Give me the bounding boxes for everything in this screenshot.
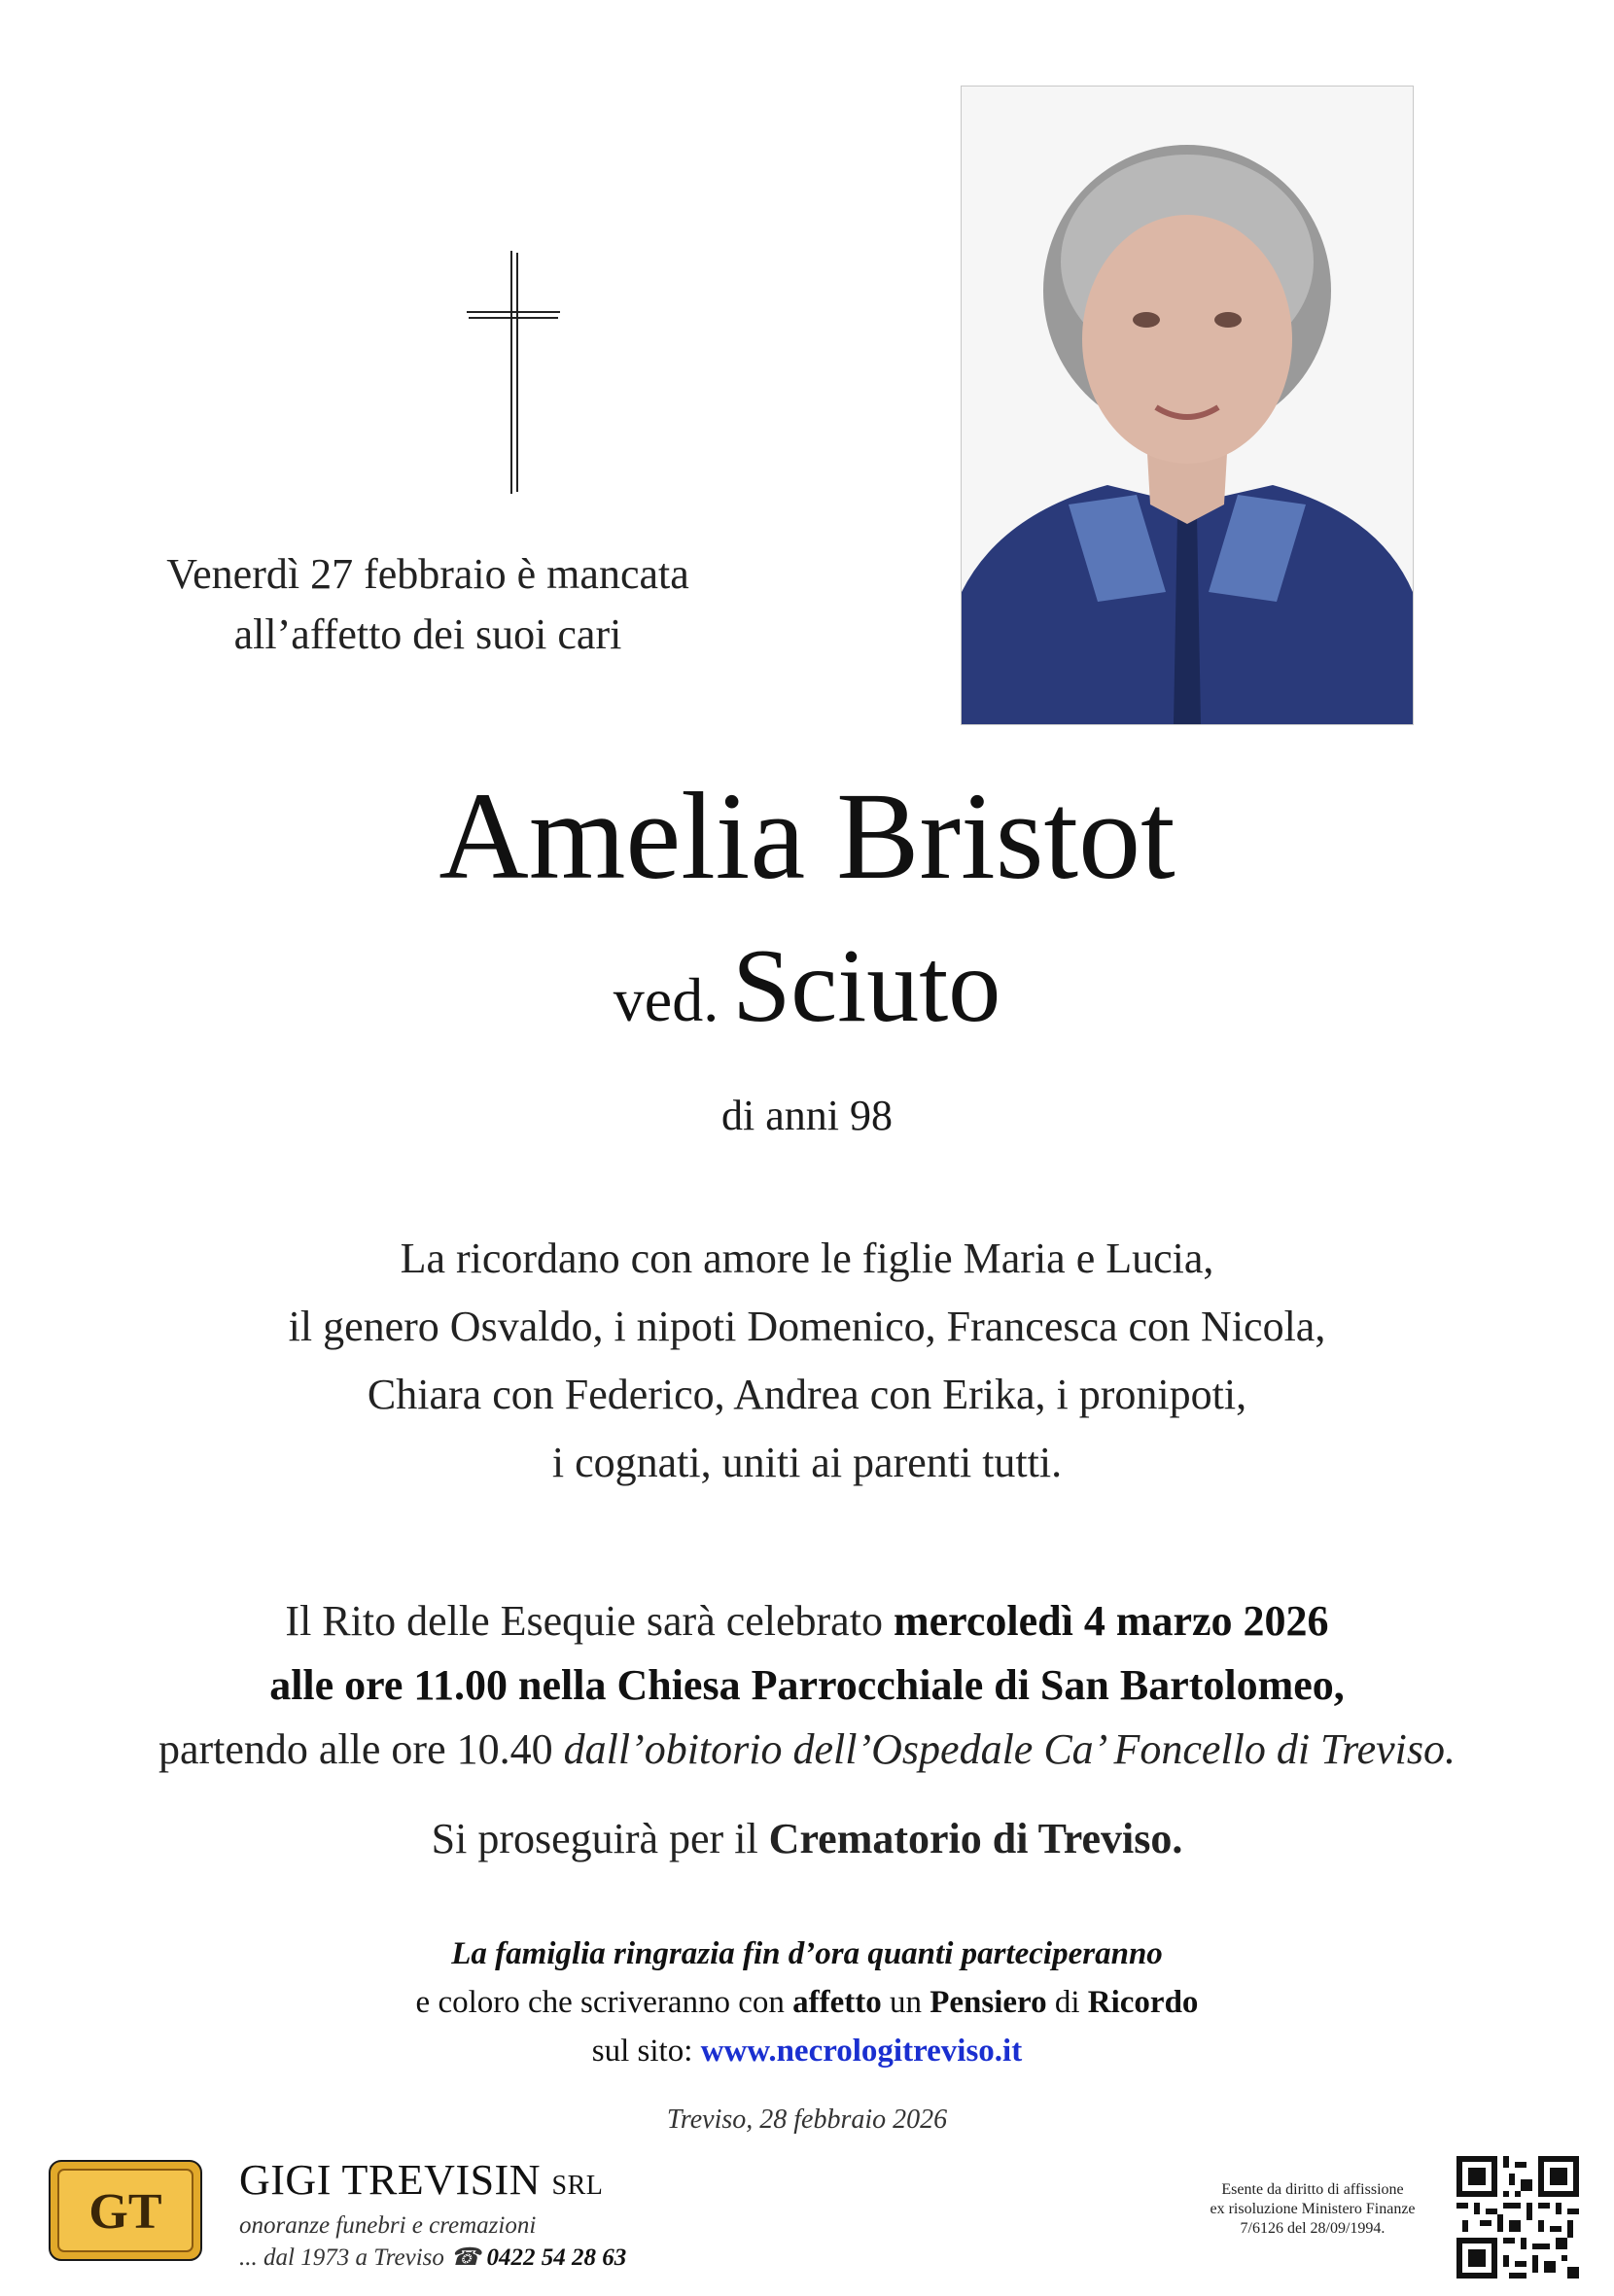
funeral-date: mercoledì 4 marzo 2026 — [893, 1597, 1329, 1645]
legal-line: ex risoluzione Ministero Finanze — [1210, 2201, 1416, 2217]
thanks-line-1 — [0, 1930, 1614, 1978]
thanks-text: La famiglia ringrazia fin d’ora quanti parteciperanno — [451, 1936, 1163, 1971]
company-info — [239, 2156, 626, 2275]
thanks-bold-ricordo: Ricordo — [1087, 1985, 1199, 2020]
deceased-name: Amelia Bristot — [439, 767, 1175, 905]
crematorium-line — [0, 1810, 1614, 1868]
thanks-part: di — [1046, 1985, 1088, 2020]
family-line: Chiara con Federico, Andrea con Erika, i pronipoti, — [367, 1371, 1247, 1418]
age-text: di anni 98 — [721, 1092, 893, 1139]
funeral-line-1 — [0, 1589, 1614, 1653]
departure-time: partendo alle ore 10.40 — [158, 1725, 564, 1773]
thanks-section — [0, 1930, 1614, 2075]
website-link[interactable]: www.necrologitreviso.it — [700, 2034, 1023, 2069]
thanks-line-2 — [0, 1978, 1614, 2027]
thanks-part: e coloro che scriveranno con — [415, 1985, 793, 2020]
company-suffix: SRL — [551, 2171, 604, 2201]
intro-line-2: all’affetto dei suoi cari — [233, 610, 622, 658]
crematorium-intro: Si proseguirà per il — [431, 1815, 769, 1862]
company-phone: 0422 54 28 63 — [486, 2244, 627, 2271]
legal-note — [1176, 2180, 1449, 2239]
thanks-bold-affetto: affetto — [792, 1985, 882, 2020]
company-name: GIGI TREVISIN — [239, 2156, 541, 2204]
cross-icon — [467, 251, 560, 494]
family-line: il genero Osvaldo, i nipoti Domenico, Francesca con Nicola, — [288, 1303, 1326, 1350]
company-since: ... dal 1973 a Treviso — [239, 2244, 444, 2271]
company-logo — [49, 2160, 202, 2261]
intro-text — [78, 544, 778, 665]
thanks-part: un — [881, 1985, 930, 2020]
married-name: Sciuto — [732, 928, 1001, 1044]
legal-line: Esente da diritto di affissione — [1221, 2181, 1404, 2198]
married-name-line — [0, 928, 1614, 1059]
funeral-line-2 — [0, 1653, 1614, 1718]
thanks-bold-pensiero: Pensiero — [930, 1985, 1047, 2020]
family-line: i cognati, uniti ai parenti tutti. — [551, 1439, 1063, 1486]
website-label: sul sito: — [591, 2034, 701, 2069]
company-tagline: onoranze funebri e cremazioni — [239, 2212, 537, 2239]
thanks-line-3 — [0, 2027, 1614, 2075]
funeral-intro-text: Il Rito delle Esequie sarà celebrato — [285, 1597, 894, 1645]
legal-line: 7/6126 del 28/09/1994. — [1240, 2220, 1386, 2237]
family-paragraph — [0, 1225, 1614, 1497]
phone-icon: ☎ — [450, 2244, 481, 2271]
logo-text: GT — [88, 2184, 162, 2240]
family-line: La ricordano con amore le figlie Maria e Lucia, — [400, 1235, 1214, 1282]
dateline: Treviso, 28 febbraio 2026 — [666, 2105, 948, 2135]
crematorium-name: Crematorio di Treviso. — [768, 1815, 1183, 1862]
qr-code[interactable] — [1456, 2156, 1579, 2279]
company-name-line — [239, 2156, 626, 2210]
widow-prefix: ved. — [613, 965, 719, 1034]
company-since-line — [239, 2242, 626, 2275]
funeral-details — [0, 1589, 1614, 1782]
portrait-photo — [961, 86, 1414, 725]
funeral-time-place: alle ore 11.00 nella Chiesa Parrocchiale di San Bartolomeo, — [269, 1661, 1345, 1709]
funeral-line-3 — [0, 1718, 1614, 1782]
intro-line-1: Venerdì 27 febbraio è mancata — [166, 550, 689, 598]
departure-place: dall’obitorio dell’Ospedale Ca’ Foncello di Treviso. — [563, 1725, 1456, 1773]
